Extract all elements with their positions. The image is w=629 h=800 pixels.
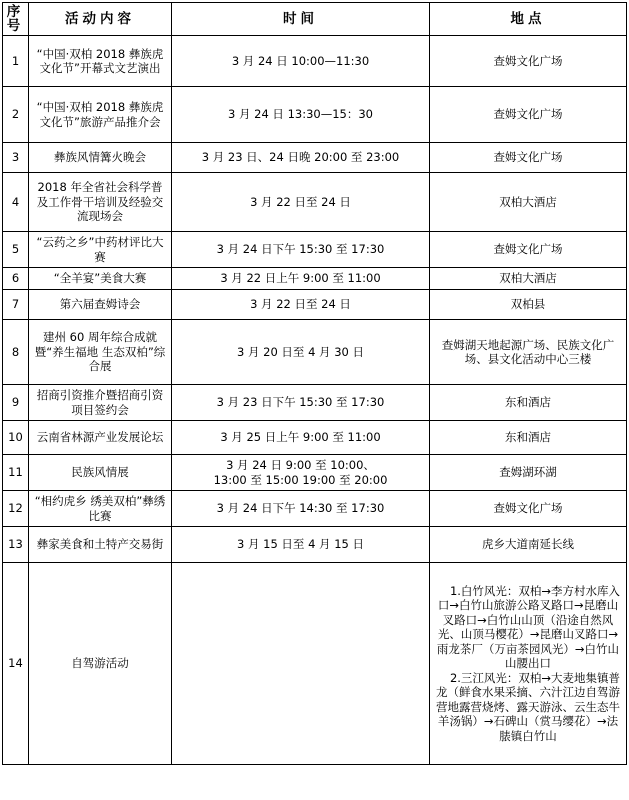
row-activity: 招商引资推介暨招商引资项目签约会	[29, 385, 172, 421]
row-no: 10	[3, 421, 29, 455]
row-activity: “中国·双柏 2018 彝族虎文化节”旅游产品推介会	[29, 87, 172, 143]
row-activity: 自驾游活动	[29, 563, 172, 765]
row-place: 查姆湖天地起源广场、民族文化广场、县文化活动中心三楼	[430, 320, 627, 385]
row-place: 查姆文化广场	[430, 232, 627, 268]
row-time: 3 月 15 日至 4 月 15 日	[172, 527, 430, 563]
row-activity: “相约虎乡 绣美双柏”彝绣比赛	[29, 491, 172, 527]
row-time: 3 月 25 日上午 9:00 至 11:00	[172, 421, 430, 455]
table-row	[3, 421, 627, 455]
table-row	[3, 36, 627, 87]
row-place: 查姆文化广场	[430, 87, 627, 143]
row-no: 6	[3, 268, 29, 290]
row-time	[172, 563, 430, 765]
row-activity: 彝族风情篝火晚会	[29, 143, 172, 173]
row-place: 东和酒店	[430, 385, 627, 421]
row-place: 查姆文化广场	[430, 143, 627, 173]
row-place: 东和酒店	[430, 421, 627, 455]
row-place: 查姆湖环湖	[430, 455, 627, 491]
row-time: 3 月 24 日 10:00—11:30	[172, 36, 430, 87]
row-place: 虎乡大道南延长线	[430, 527, 627, 563]
row-place: 双柏大酒店	[430, 173, 627, 232]
table-row	[3, 385, 627, 421]
row-time: 3 月 20 日至 4 月 30 日	[172, 320, 430, 385]
row-activity: “云药之乡”中药材评比大赛	[29, 232, 172, 268]
row-place: 双柏县	[430, 290, 627, 320]
table-row	[3, 232, 627, 268]
table-row	[3, 290, 627, 320]
row-no: 2	[3, 87, 29, 143]
row-time: 3 月 24 日 13:30—15：30	[172, 87, 430, 143]
row-no: 14	[3, 563, 29, 765]
table-row-self-drive	[3, 563, 627, 765]
table-row	[3, 320, 627, 385]
row-time: 3 月 23 日、24 日晚 20:00 至 23:00	[172, 143, 430, 173]
table-row	[3, 87, 627, 143]
row-place: 查姆文化广场	[430, 491, 627, 527]
row-no: 9	[3, 385, 29, 421]
row-activity: 建州 60 周年综合成就暨“养生福地 生态双柏”综合展	[29, 320, 172, 385]
route-three-rivers: 2.三江风光：双柏→大麦地集镇普龙（鲜食水果采摘、六汁江边自驾游营地露营烧烤、露天游泳、云生态牛羊汤锅）→石碑山（赏马缨花）→法脿镇白竹山	[436, 670, 621, 743]
header-time: 时间	[172, 3, 430, 36]
table-row	[3, 527, 627, 563]
row-activity: “中国·双柏 2018 彝族虎文化节”开幕式文艺演出	[29, 36, 172, 87]
route-white-bamboo: 1.白竹风光：双柏→李方村水库入口→白竹山旅游公路叉路口→昆磨山叉路口→白竹山山顶（沿途自然风光、山顶马樱花）→昆磨山叉路口→雨龙茶厂（万亩茶园风光）→白竹山山腰出口	[436, 583, 621, 671]
header-activity: 活动内容	[29, 3, 172, 36]
row-activity: 彝家美食和土特产交易街	[29, 527, 172, 563]
row-time: 3 月 24 日下午 15:30 至 17:30	[172, 232, 430, 268]
table-row	[3, 491, 627, 527]
event-schedule-table	[2, 2, 627, 765]
row-place: 查姆文化广场	[430, 36, 627, 87]
row-no: 1	[3, 36, 29, 87]
row-activity: 民族风情展	[29, 455, 172, 491]
row-time: 3 月 23 日下午 15:30 至 17:30	[172, 385, 430, 421]
row-no: 8	[3, 320, 29, 385]
table-row	[3, 268, 627, 290]
row-time: 3 月 22 日上午 9:00 至 11:00	[172, 268, 430, 290]
header-no: 序号	[3, 3, 29, 36]
row-no: 5	[3, 232, 29, 268]
table-row	[3, 173, 627, 232]
row-no: 7	[3, 290, 29, 320]
row-activity: 2018 年全省社会科学普及工作骨干培训及经验交流现场会	[29, 173, 172, 232]
row-no: 12	[3, 491, 29, 527]
table-row	[3, 143, 627, 173]
row-time: 3 月 22 日至 24 日	[172, 290, 430, 320]
row-time: 3 月 22 日至 24 日	[172, 173, 430, 232]
row-time: 3 月 24 日下午 14:30 至 17:30	[172, 491, 430, 527]
header-row	[3, 3, 627, 36]
row-time: 3 月 24 日 9:00 至 10:00、 13:00 至 15:00 19:00 至 20:00	[172, 455, 430, 491]
row-no: 3	[3, 143, 29, 173]
row-place: 双柏大酒店	[430, 268, 627, 290]
row-activity: 云南省林源产业发展论坛	[29, 421, 172, 455]
row-activity: 第六届查姆诗会	[29, 290, 172, 320]
row-activity: “全羊宴”美食大赛	[29, 268, 172, 290]
row-no: 11	[3, 455, 29, 491]
table-row	[3, 455, 627, 491]
row-no: 4	[3, 173, 29, 232]
header-place: 地点	[430, 3, 627, 36]
row-no: 13	[3, 527, 29, 563]
row-route-description	[430, 563, 627, 765]
